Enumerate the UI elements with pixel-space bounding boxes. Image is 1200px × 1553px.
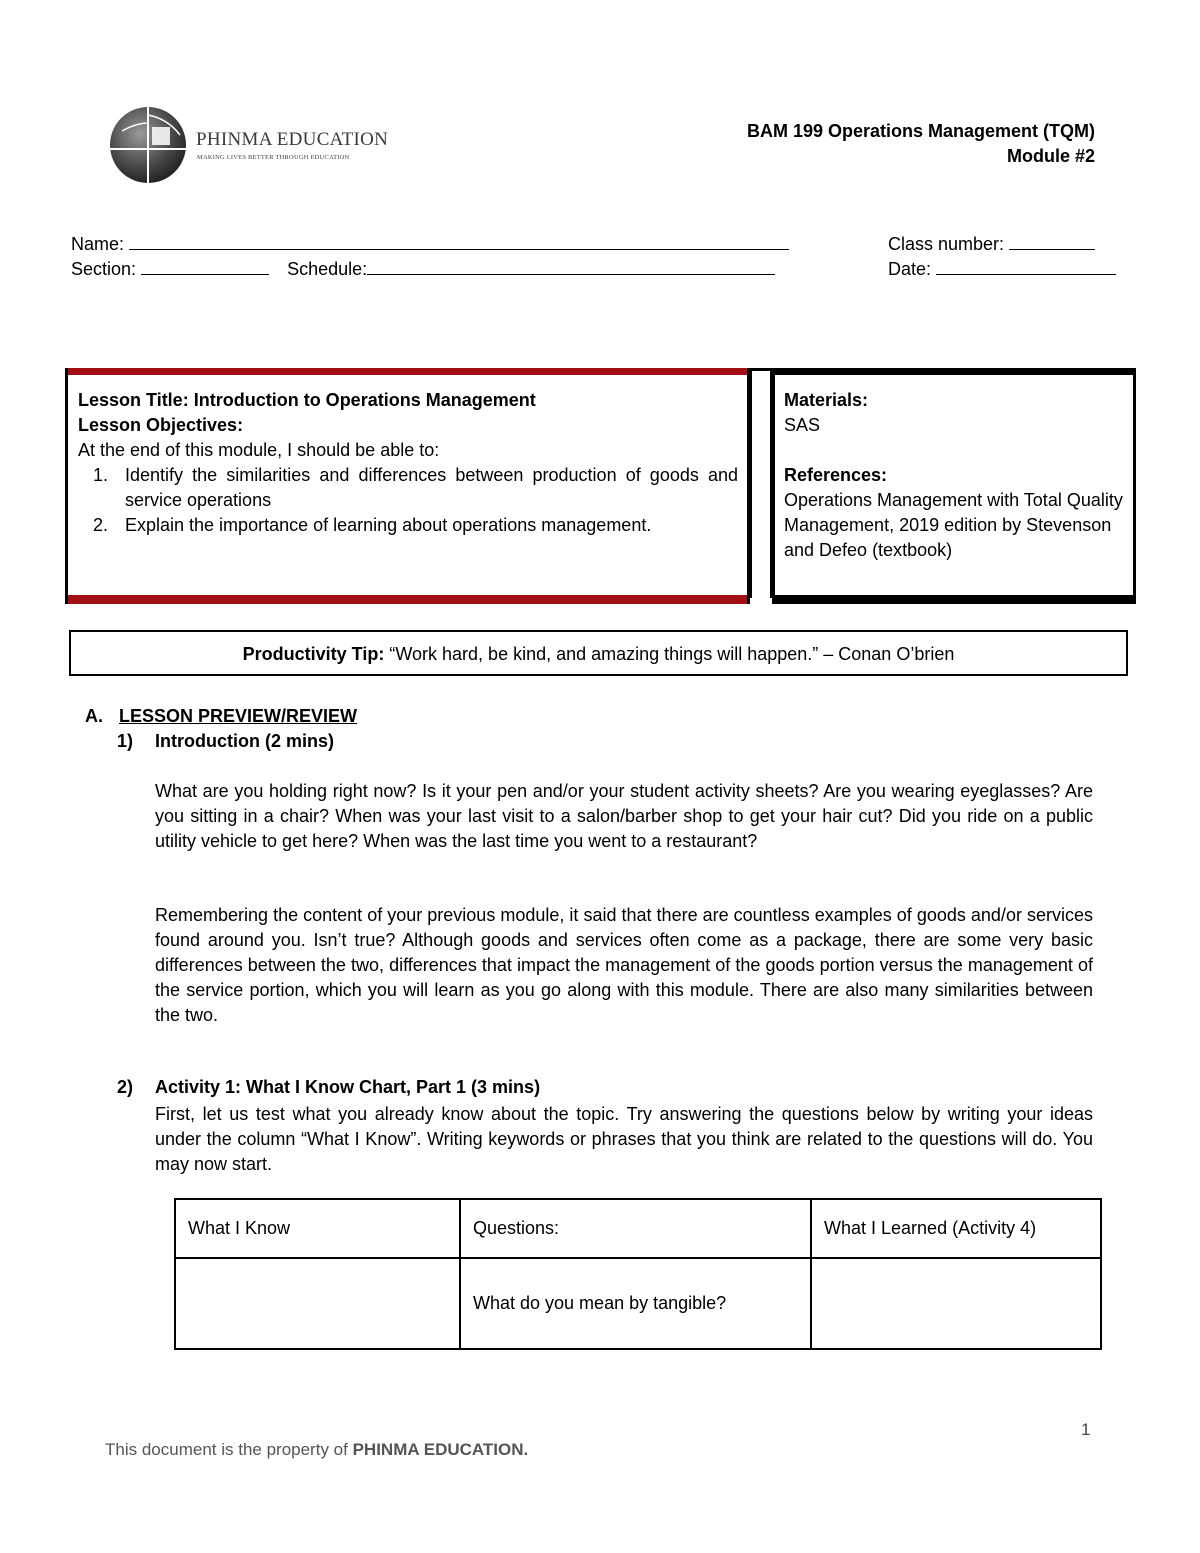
activity-title: Activity 1: What I Know Chart, Part 1 (3 mins) <box>155 1077 541 1097</box>
table-header-row <box>175 1199 1101 1258</box>
class-number-row <box>888 231 1095 255</box>
objectives-list <box>43 463 738 538</box>
logo-tagline: MAKING LIVES BETTER THROUGH EDUCATION <box>197 154 350 161</box>
schedule-label: Schedule: <box>287 259 368 279</box>
intro-heading <box>117 731 334 752</box>
page-number: 1 <box>1081 1420 1091 1439</box>
class-number-field[interactable] <box>1009 231 1095 250</box>
module-number: Module #2 <box>1006 146 1095 166</box>
date-field[interactable] <box>936 256 1116 275</box>
phinma-logo <box>108 105 389 190</box>
materials-value: SAS <box>784 415 821 435</box>
section-row <box>71 256 775 280</box>
phinma-globe-icon <box>108 105 188 185</box>
footer-text: This document is the property of <box>105 1440 348 1459</box>
references-value: Operations Management with Total Quality Management, 2019 edition by Stevenson and Defeo (textbook) <box>784 490 1123 560</box>
what-i-know-chart <box>174 1198 1102 1350</box>
date-row <box>888 256 1116 280</box>
section-label: Section: <box>71 259 137 279</box>
materials-label: Materials: <box>784 390 869 410</box>
name-field[interactable] <box>129 231 789 250</box>
section-a-title: LESSON PREVIEW/REVIEW <box>119 706 358 726</box>
table-row <box>175 1258 1101 1349</box>
productivity-tip-box <box>69 630 1128 676</box>
section-field[interactable] <box>141 256 269 275</box>
objective-item: 1. Identify the similarities and differences between production of goods and service operations <box>113 463 738 513</box>
intro-marker: 1) <box>117 731 134 751</box>
tip-label: Productivity Tip: <box>242 644 385 664</box>
course-title: BAM 199 Operations Management (TQM) <box>746 121 1095 141</box>
tip-quote: “Work hard, be kind, and amazing things will happen.” – Conan O’brien <box>389 644 955 664</box>
class-number-label: Class number: <box>888 234 1005 254</box>
lesson-box <box>65 368 750 604</box>
header-what-i-know: What I Know <box>175 1199 460 1258</box>
name-row <box>71 231 789 255</box>
cell-question: What do you mean by tangible? <box>460 1258 811 1349</box>
materials-box <box>772 368 1136 604</box>
lesson-title-label: Lesson Title: <box>78 390 189 410</box>
intro-paragraph-2: Remembering the content of your previous module, it said that there are countless examples of goods and/or services found around you. Isn’t true? Although goods and services often come as a package, there are some very basic differences between the two, differences that impact the management of the goods portion versus the management of the service portion, which you will learn as you go along with this module. There are also many similarities between the two. <box>155 905 1093 1025</box>
footer-brand: PHINMA EDUCATION. <box>352 1440 529 1459</box>
intro-paragraph-1: What are you holding right now? Is it your pen and/or your student activity sheets? Are you wearing eyeglasses? Are you sitting in a chair? When was your last visit to a salon/barber shop to get your hair cut? Did you ride on a public utility vehicle to get here? When was the last time you went to a restaurant? <box>155 781 1093 851</box>
objectives-intro: At the end of this module, I should be able to: <box>78 440 440 460</box>
box-divider <box>750 368 772 604</box>
logo-name: PHINMA EDUCATION <box>196 129 389 150</box>
intro-title: Introduction (2 mins) <box>155 731 334 751</box>
date-label: Date: <box>888 259 932 279</box>
section-a-marker: A. <box>85 706 103 726</box>
activity-marker: 2) <box>117 1077 134 1097</box>
activity-heading <box>117 1077 540 1098</box>
cell-what-i-know[interactable] <box>175 1258 460 1349</box>
name-label: Name: <box>71 234 125 254</box>
activity-paragraph: First, let us test what you already know about the topic. Try answering the questions below by writing your ideas under the column “What I Know”. Writing keywords or phrases that you think are related to the questions will do. You may now start. <box>155 1104 1093 1174</box>
schedule-field[interactable] <box>367 256 775 275</box>
objectives-label: Lesson Objectives: <box>78 415 244 435</box>
objective-item: 2. Explain the importance of learning about operations management. <box>113 513 738 538</box>
lesson-title: Introduction to Operations Management <box>193 390 536 410</box>
header-questions: Questions: <box>460 1199 811 1258</box>
cell-what-i-learned[interactable] <box>811 1258 1101 1349</box>
references-label: References: <box>784 465 888 485</box>
header-what-i-learned: What I Learned (Activity 4) <box>811 1199 1101 1258</box>
footer <box>105 1440 528 1460</box>
section-a-heading <box>85 706 357 727</box>
